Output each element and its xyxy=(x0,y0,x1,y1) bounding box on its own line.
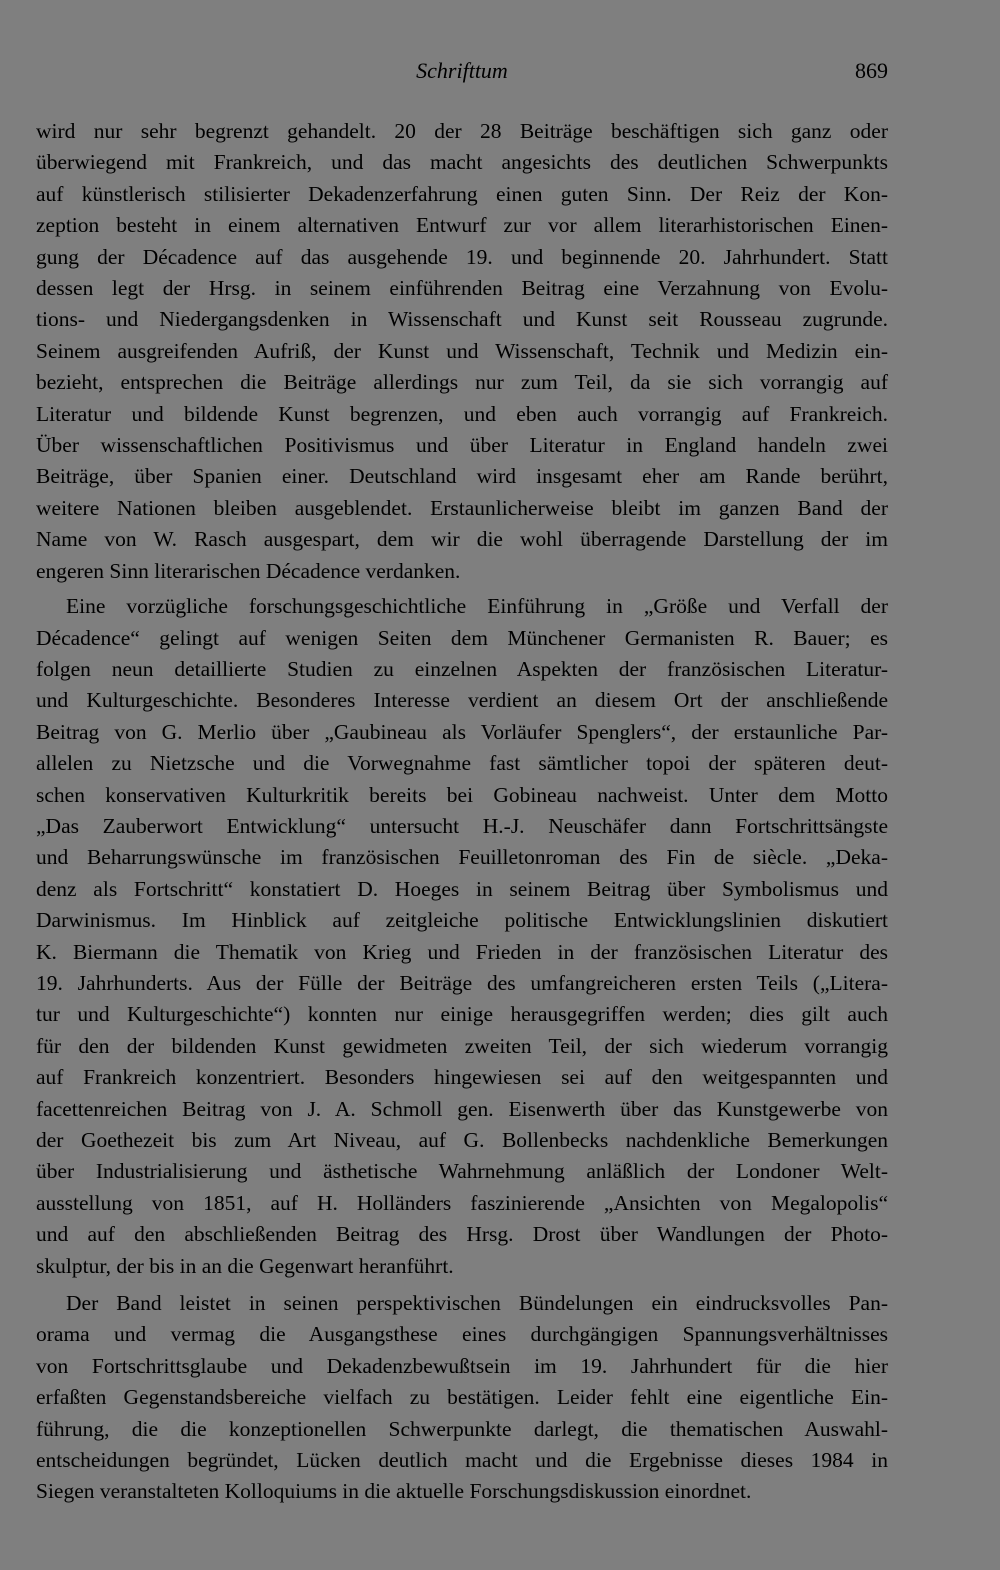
text-line: von Fortschrittsglaube und Dekadenzbewußtsein im 19. Jahrhundert für die hier xyxy=(36,1353,888,1378)
body-text xyxy=(36,116,888,1508)
text-line: 19. Jahrhunderts. Aus der Fülle der Beiträge des umfangreicheren ersten Teils („Litera- xyxy=(36,970,888,995)
text-line: erfaßten Gegenstandsbereiche vielfach zu bestätigen. Leider fehlt eine eigentliche Ein- xyxy=(36,1385,888,1410)
text-line: ausstellung von 1851, auf H. Holländers faszinierende „Ansichten von Megalopolis“ xyxy=(36,1190,888,1215)
text-line: Décadence“ gelingt auf wenigen Seiten dem Münchener Germanisten R. Bauer; es xyxy=(36,625,888,650)
document-page xyxy=(36,0,888,1570)
text-line: allelen zu Nietzsche und die Vorwegnahme fast sämtlicher topoi der späteren deut- xyxy=(36,751,888,776)
text-line: zeption besteht in einem alternativen Entwurf zur vor allem literarhistorischen Einen- xyxy=(36,213,888,238)
text-line: Siegen veranstalteten Kolloquiums in die aktuelle Forschungsdiskussion einordnet. xyxy=(36,1479,752,1504)
text-line: Literatur und bildende Kunst begrenzen, und eben auch vorrangig auf Frankreich. xyxy=(36,401,888,426)
text-line: orama und vermag die Ausgangsthese eines durchgängigen Spannungsverhältnisses xyxy=(36,1322,888,1347)
text-line: und auf den abschließenden Beitrag des Hrsg. Drost über Wandlungen der Photo- xyxy=(36,1222,888,1247)
text-line: und Kulturgeschichte. Besonderes Interesse verdient an diesem Ort der anschließende xyxy=(36,688,888,713)
text-line: entscheidungen begründet, Lücken deutlich macht und die Ergebnisse dieses 1984 in xyxy=(36,1448,888,1473)
text-line: K. Biermann die Thematik von Krieg und Frieden in der französischen Literatur des xyxy=(36,939,888,964)
text-line: tur und Kulturgeschichte“) konnten nur einige herausgegriffen werden; dies gilt auch xyxy=(36,1002,888,1027)
text-line: folgen neun detaillierte Studien zu einzelnen Aspekten der französischen Literatur- xyxy=(36,656,888,681)
text-line: denz als Fortschritt“ konstatiert D. Hoeges in seinem Beitrag über Symbolismus und xyxy=(36,876,888,901)
text-line: Über wissenschaftlichen Positivismus und über Literatur in England handeln zwei xyxy=(36,433,888,458)
text-line: Der Band leistet in seinen perspektivischen Bündelungen ein eindrucksvolles Pan- xyxy=(66,1291,888,1316)
text-line: über Industrialisierung und ästhetische Wahrnehmung anläßlich der Londoner Welt- xyxy=(36,1159,888,1184)
text-line: facettenreichen Beitrag von J. A. Schmoll gen. Eisenwerth über das Kunstgewerbe von xyxy=(36,1096,888,1121)
paragraph xyxy=(36,1288,888,1508)
text-line: gung der Décadence auf das ausgehende 19. und beginnende 20. Jahrhundert. Statt xyxy=(36,244,888,269)
running-head xyxy=(36,57,888,85)
text-line: weitere Nationen bleiben ausgeblendet. Erstaunlicherweise bleibt im ganzen Band der xyxy=(36,495,888,520)
text-line: schen konservativen Kulturkritik bereits bei Gobineau nachweist. Unter dem Motto xyxy=(36,782,888,807)
text-line: Beitrag von G. Merlio über „Gaubineau als Vorläufer Spenglers“, der erstaunliche Par- xyxy=(36,719,888,744)
text-line: skulptur, der bis in an die Gegenwart heranführt. xyxy=(36,1253,454,1278)
text-line: Eine vorzügliche forschungsgeschichtliche Einführung in „Größe und Verfall der xyxy=(66,594,888,619)
text-line: bezieht, entsprechen die Beiträge allerdings nur zum Teil, da sie sich vorrangig auf xyxy=(36,370,888,395)
text-line: „Das Zauberwort Entwicklung“ untersucht H.-J. Neuschäfer dann Fortschrittsängste xyxy=(36,813,888,838)
text-line: und Beharrungswünsche im französischen Feuilletonroman des Fin de siècle. „Deka- xyxy=(36,845,888,870)
running-title: Schrifttum xyxy=(416,58,508,83)
text-line: Seinem ausgreifenden Aufriß, der Kunst und Wissenschaft, Technik und Medizin ein- xyxy=(36,338,888,363)
text-line: der Goethezeit bis zum Art Niveau, auf G. Bollenbecks nachdenkliche Bemerkungen xyxy=(36,1128,888,1152)
paragraph xyxy=(36,591,888,1282)
text-line: Beiträge, über Spanien einer. Deutschland wird insgesamt eher am Rande berührt, xyxy=(36,464,888,489)
paragraph xyxy=(36,116,888,587)
text-line: überwiegend mit Frankreich, und das macht angesichts des deutlichen Schwerpunkts xyxy=(36,150,888,175)
page-number: 869 xyxy=(855,58,888,83)
text-line: dessen legt der Hrsg. in seinem einführenden Beitrag eine Verzahnung von Evolu- xyxy=(36,276,888,301)
text-line: auf Frankreich konzentriert. Besonders hingewiesen sei auf den weitgespannten und xyxy=(36,1065,888,1090)
text-line: Name von W. Rasch ausgespart, dem wir die wohl überragende Darstellung der im xyxy=(36,527,888,552)
text-line: wird nur sehr begrenzt gehandelt. 20 der 28 Beiträge beschäftigen sich ganz oder xyxy=(36,119,888,143)
text-line: Darwinismus. Im Hinblick auf zeitgleiche politische Entwicklungslinien diskutiert xyxy=(36,908,888,933)
text-line: tions- und Niedergangsdenken in Wissenschaft und Kunst seit Rousseau zugrunde. xyxy=(36,307,888,332)
text-line: auf künstlerisch stilisierter Dekadenzerfahrung einen guten Sinn. Der Reiz der Kon- xyxy=(36,181,888,206)
text-line: engeren Sinn literarischen Décadence verdanken. xyxy=(36,558,461,583)
text-line: führung, die die konzeptionellen Schwerpunkte darlegt, die thematischen Auswahl- xyxy=(36,1416,888,1441)
text-line: für den der bildenden Kunst gewidmeten zweiten Teil, der sich wiederum vorrangig xyxy=(36,1033,888,1058)
